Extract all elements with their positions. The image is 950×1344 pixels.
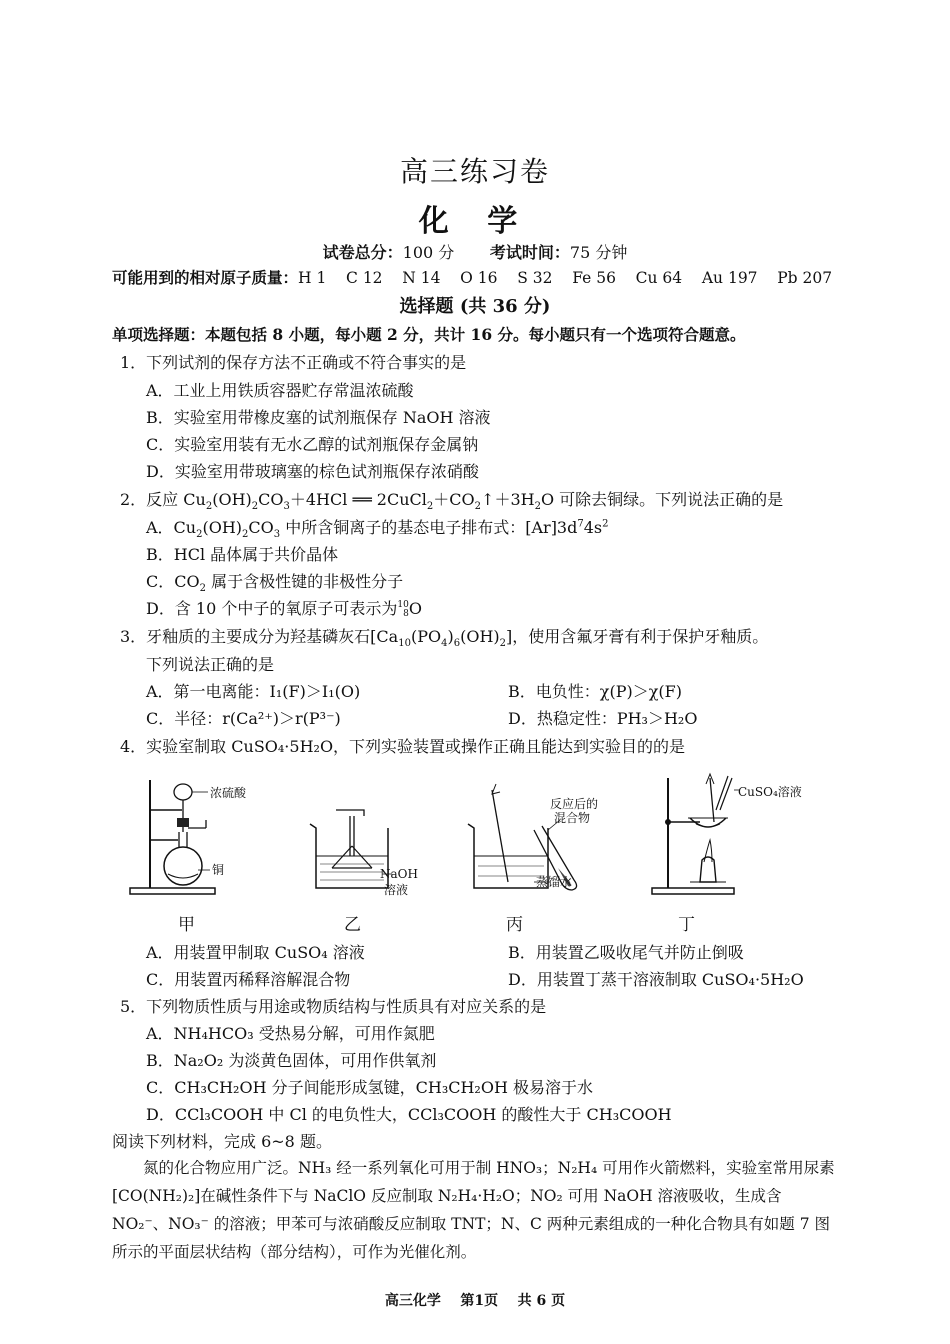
q2-a-text: 4s (583, 518, 603, 537)
fig-label-bing: 丙 (506, 915, 523, 935)
fig-label-ding: 丁 (678, 915, 695, 935)
q2-option-b: B．HCl 晶体属于共价晶体 (146, 545, 339, 564)
q3-option-c: C．半径：r(Ca²⁺)＞r(P³⁻) (146, 709, 341, 728)
atomic-masses (112, 266, 872, 288)
mass-number: 10 (397, 599, 409, 610)
q2-stem-text: ↑＋3H (481, 490, 535, 509)
q3-option-b: B．电负性：χ(P)＞χ(F) (508, 682, 682, 701)
time-value: 75 分钟 (569, 243, 628, 262)
q1-option-d: D．实验室用带玻璃塞的棕色试剂瓶保存浓硝酸 (146, 462, 479, 481)
label-naoh: NaOH (380, 867, 418, 881)
nuclide-numbers (397, 601, 408, 619)
label-mixture-2: 混合物 (554, 811, 591, 825)
label-copper: 铜 (212, 863, 225, 877)
q4-option-d: D．用装置丁蒸干溶液制取 CuSO₄·5H₂O (508, 970, 804, 989)
q2-stem-text: CO (258, 490, 284, 509)
fig-label-yi: 乙 (344, 915, 361, 935)
q3-stem-text: ) (447, 627, 454, 646)
q2-option-a: A．$Cu_2(OH)_2CO_3$ 中所含铜离子的基态电子排布式：$[Ar]3d^74s^2$ (146, 518, 609, 541)
reading-paragraph: 氮的化合物应用广泛。NH₃ 经一系列氧化可用于制 HNO₃；N₂H₄ 可用作火箭燃料，实验室常用尿素[CO(NH₂)₂]在碱性条件下与 NaClO 反应制取 N₂H₄·H₂O；NO₂ 可用 NaOH 溶液吸收，生成含 NO₂⁻、NO₃⁻ 的溶液；甲苯可与浓硝酸反应制取 TNT；N、C 两种元素组成的一种化合物具有如题 7 图所示的平面层状结构（部分结构），可作为光催化剂。 (112, 1159, 835, 1261)
q2-stem-text: O 可除去铜绿。下列说法正确的是 (540, 490, 784, 509)
apparatus-yi (302, 770, 432, 900)
total-value: 100 分 (402, 243, 455, 262)
q1-option-c: C．实验室用装有无水乙醇的试剂瓶保存金属钠 (146, 435, 479, 454)
reading-intro: 阅读下列材料，完成 6~8 题。 (112, 1132, 332, 1151)
q4-option-b: B．用装置乙吸收尾气并防止倒吸 (508, 943, 744, 962)
q3-stem (120, 624, 769, 650)
q3-sub: 6 (453, 638, 461, 650)
atoms-values: H 1 C 12 N 14 O 16 S 32 Fe 56 Cu 64 Au 197 Pb 207 (298, 269, 833, 287)
section-instruction: 单项选择题：本题包括 8 小题，每小题 2 分，共计 16 分。每小题只有一个选项符合题意。 (112, 325, 746, 344)
q3-option-d: D．热稳定性：PH₃＞H₂O (508, 709, 698, 728)
q3-sub: 2 (499, 638, 507, 650)
q5-option-d: D．CCl₃COOH 中 Cl 的电负性大，CCl₃COOH 的酸性大于 CH₃COOH (146, 1105, 672, 1124)
total-label: 试卷总分： (322, 243, 403, 262)
q4-option-c: C．用装置丙稀释溶解混合物 (146, 970, 351, 989)
q3-stem-text: (PO (410, 627, 442, 646)
element-symbol: O (408, 599, 422, 618)
section-title: 选择题 (共 36 分) (399, 296, 551, 317)
q3-stem-text: (OH) (460, 627, 500, 646)
q2-option-d (146, 596, 422, 619)
atoms-label: 可能用到的相对原子质量： (112, 268, 299, 287)
exam-title: 高三练习卷 (399, 155, 550, 188)
q3-option-a: A．第一电离能：I₁(F)＞I₁(O) (146, 682, 361, 701)
q2-a-text: CO (248, 518, 274, 537)
q3-stem-text: 3．牙釉质的主要成分为羟基磷灰石[Ca (120, 627, 399, 646)
q5-option-a: A．NH₄HCO₃ 受热易分解，可用作氮肥 (146, 1024, 435, 1043)
q1-option-a: A．工业上用铁质容器贮存常温浓硫酸 (146, 381, 414, 400)
page-footer: 高三化学 第1页 共 6 页 (384, 1293, 566, 1309)
q4-stem: 4．实验室制取 CuSO₄·5H₂O，下列实验装置或操作正确且能达到实验目的的是 (120, 737, 686, 756)
q2-c-text: C．CO (146, 572, 200, 591)
q3-sub: 10 (398, 638, 411, 650)
q1-option-b: B．实验室用带橡皮塞的试剂瓶保存 NaOH 溶液 (146, 408, 491, 427)
q3-stem-line2: 下列说法正确的是 (146, 655, 275, 674)
subject-title: 化 学 (418, 204, 532, 239)
apparatus-jia (128, 770, 258, 900)
label-solution: 溶液 (384, 883, 409, 897)
q2-c-text: 属于含极性键的非极性分子 (205, 572, 404, 591)
q2-stem-text: (OH) (212, 490, 252, 509)
q2-a-text: A．Cu (146, 518, 197, 537)
label-mixture-1: 反应后的 (550, 797, 599, 811)
q2-stem-text: ＋4HCl ══ 2CuCl (289, 490, 427, 509)
q2-stem-text: 2．反应 Cu (120, 490, 206, 509)
q2-a-text: (OH) (202, 518, 243, 537)
atomic-number: 8 (403, 608, 409, 619)
label-acid: 浓硫酸 (210, 786, 247, 800)
time-label: 考试时间： (489, 243, 570, 262)
q2-a-text: 中所含铜离子的基态电子排布式：[Ar]3d (280, 518, 578, 537)
label-cuso4: CuSO₄溶液 (738, 785, 802, 799)
q2-a-sup: 7 (577, 518, 584, 530)
q3-stem-text: ]，使用含氟牙膏有利于保护牙釉质。 (506, 627, 769, 646)
label-water: 蒸馏水 (536, 875, 573, 889)
q4-option-a: A．用装置甲制取 CuSO₄ 溶液 (146, 943, 365, 962)
q2-option-c: C．$CO_2$ 属于含极性键的非极性分子 (146, 572, 404, 595)
exam-meta (0, 240, 950, 263)
q2-stem: 2．反应 $Cu_2(OH)_2CO_3+4HCl$ ══ $2CuCl_2+CO_2↑+3H_2O$ 可除去铜绿。下列说法正确的是 (120, 490, 784, 513)
q5-option-c: C．CH₃CH₂OH 分子间能形成氢键，CH₃CH₂OH 极易溶于水 (146, 1078, 593, 1097)
apparatus-ding (650, 770, 830, 900)
q5-option-b: B．Na₂O₂ 为淡黄色固体，可用作供氧剂 (146, 1051, 437, 1070)
q3-sub: 4 (441, 638, 448, 650)
q1-stem: 1．下列试剂的保存方法不正确或不符合事实的是 (120, 353, 467, 372)
q2-stem-text: ＋CO (433, 490, 475, 509)
q5-stem: 5．下列物质性质与用途或物质结构与性质具有对应关系的是 (120, 997, 547, 1016)
apparatus-bing (462, 770, 622, 900)
fig-label-jia: 甲 (178, 915, 195, 935)
q2-a-sup: 2 (602, 518, 609, 530)
q2-d-text: D．含 10 个中子的氧原子可表示为 (146, 599, 398, 618)
